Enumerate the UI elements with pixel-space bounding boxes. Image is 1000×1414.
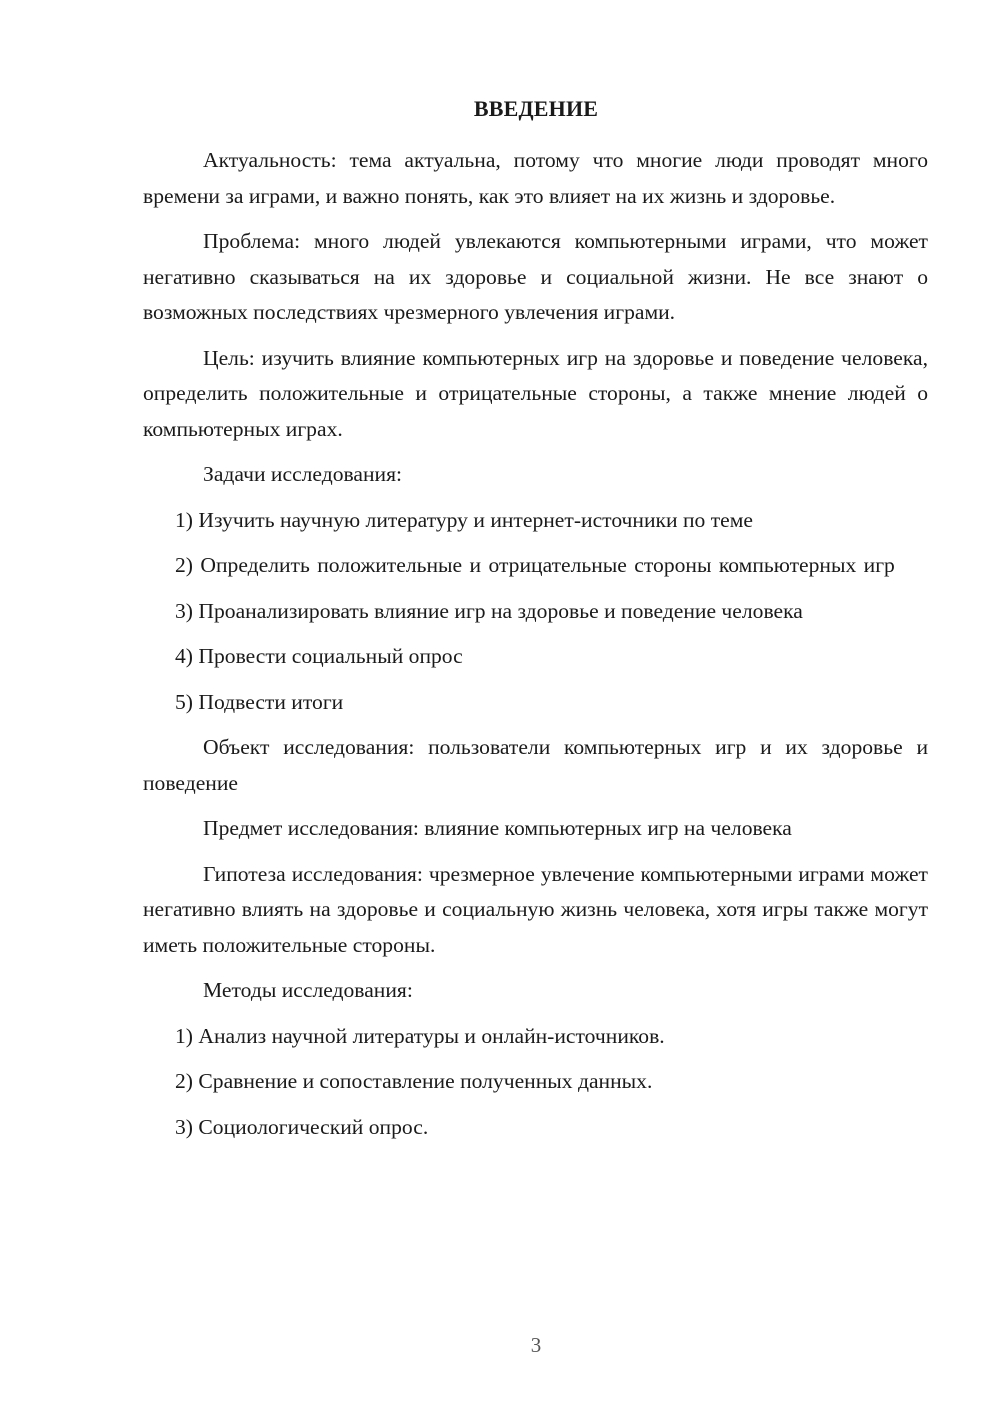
paragraph-object: Объект исследования: пользователи компьютерных игр и их здоровье и поведение (143, 735, 928, 795)
list-item-method-2: 2) Сравнение и сопоставление полученных данных. (175, 1069, 653, 1093)
list-item-task-2: 2) Определить положительные и отрицательные стороны компьютерных игр (175, 553, 895, 577)
list-item-method-3: 3) Социологический опрос. (175, 1114, 429, 1139)
list-item-method-1: 1) Анализ научной литературы и онлайн-источников. (175, 1023, 665, 1048)
paragraph-goal: Цель: изучить влияние компьютерных игр на здоровье и поведение человека, определить положительные и отрицательные стороны, а также мнение людей о компьютерных играх. (143, 345, 928, 441)
list-item-task-5: 5) Подвести итоги (175, 689, 344, 714)
document-body (143, 143, 928, 1155)
page-number: 3 (530, 1333, 542, 1357)
paragraph-methods-intro: Методы исследования: (203, 978, 413, 1002)
paragraph-relevance: Актуальность: тема актуальна, потому что многие люди проводят много времени за играми, и важно понять, как это влияет на их жизнь и здоровье. (143, 148, 928, 208)
methods-list (143, 1019, 928, 1146)
paragraph-tasks-intro: Задачи исследования: (203, 462, 403, 486)
list-item-task-4: 4) Провести социальный опрос (175, 644, 463, 668)
paragraph-hypothesis: Гипотеза исследования: чрезмерное увлечение компьютерными играми может негативно влиять на здоровье и социальную жизнь человека, хотя игры также могут иметь положительные стороны. (143, 861, 928, 957)
page-title: ВВЕДЕНИЕ (473, 96, 599, 121)
paragraph-subject: Предмет исследования: влияние компьютерных игр на человека (203, 816, 792, 840)
tasks-list (143, 503, 928, 721)
list-item-task-1: 1) Изучить научную литературу и интернет-источники по теме (175, 507, 753, 532)
list-item-task-3: 3) Проанализировать влияние игр на здоровье и поведение человека (175, 598, 803, 623)
paragraph-problem: Проблема: много людей увлекаются компьютерными играми, что может негативно сказываться на их здоровье и социальной жизни. Не все знают о возможных последствиях чрезмерного увлечения играми. (143, 229, 928, 324)
